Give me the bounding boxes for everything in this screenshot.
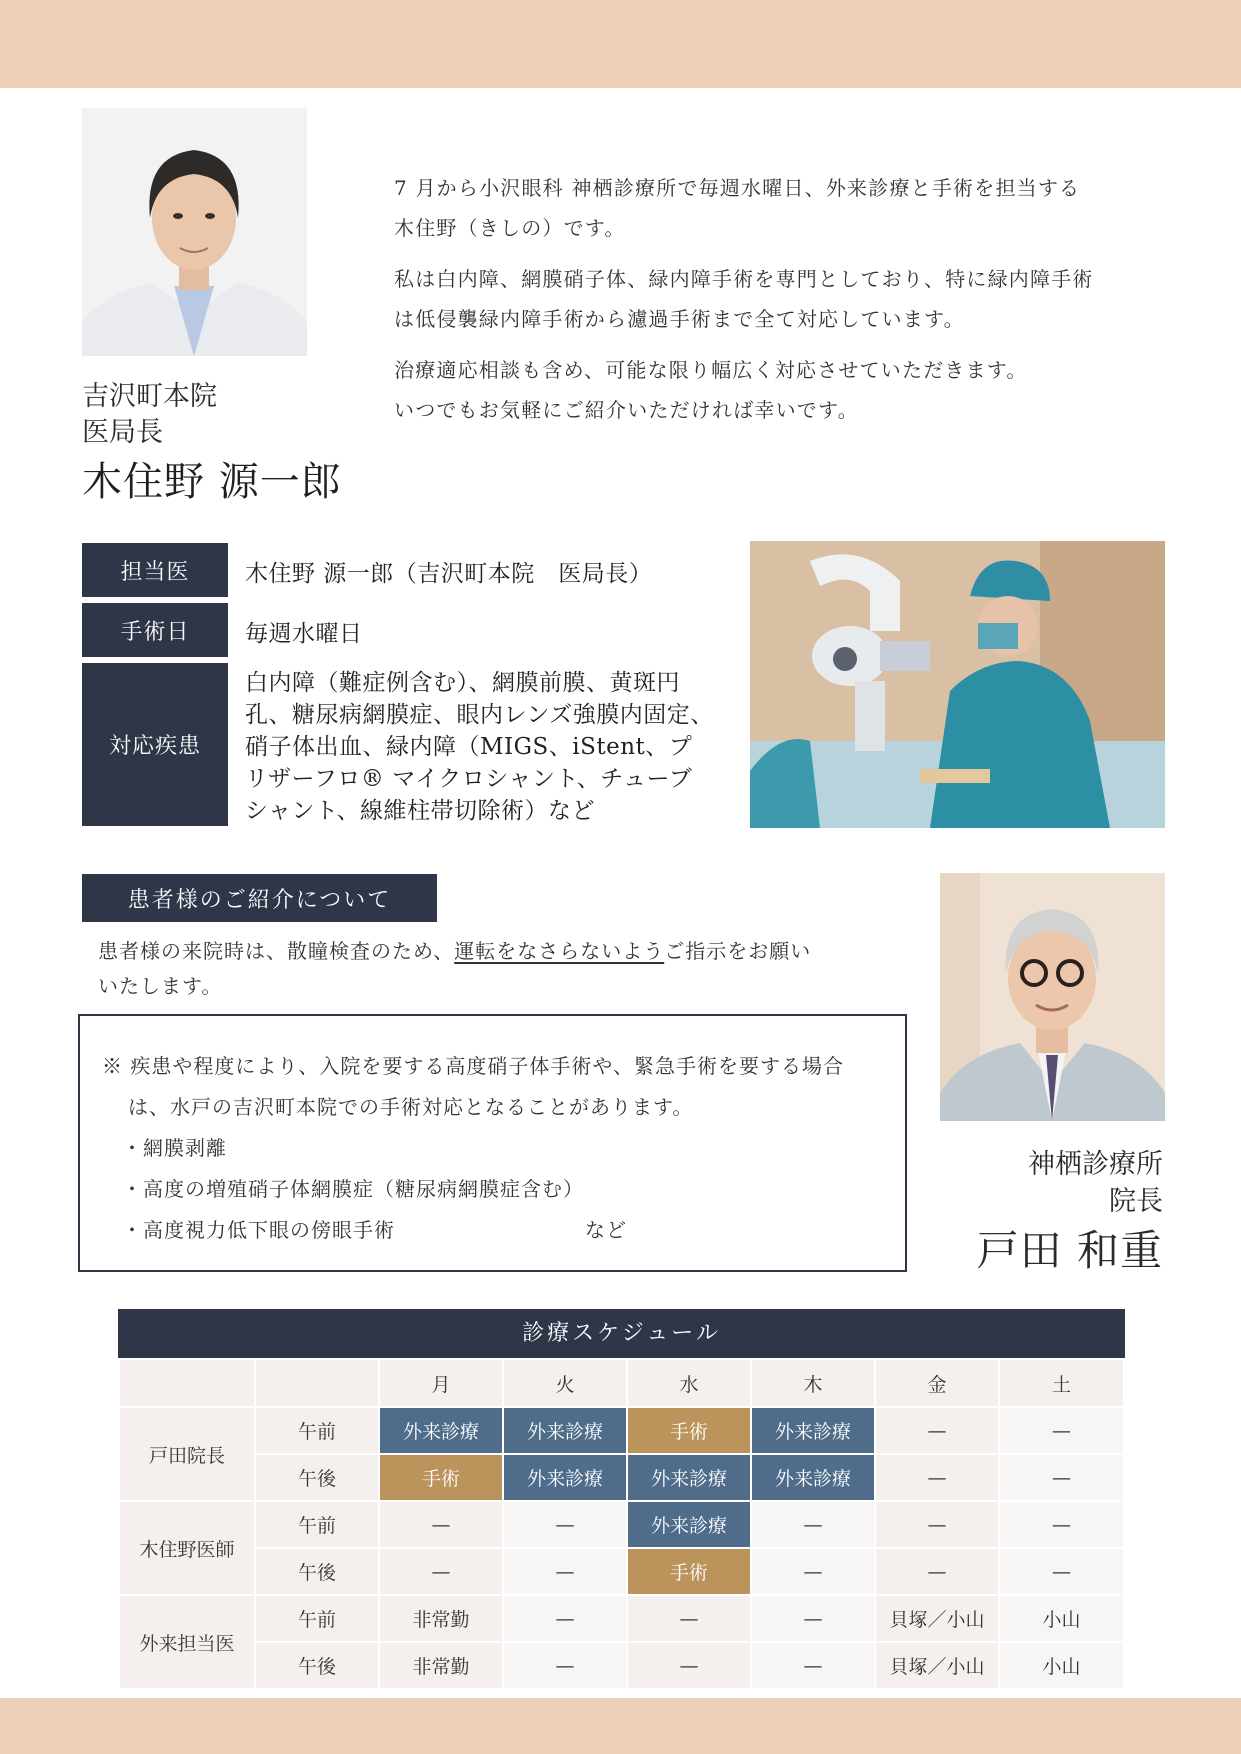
schedule-row [119, 1501, 1124, 1548]
schedule-cell: 手術 [627, 1548, 751, 1595]
schedule-cell: — [503, 1595, 627, 1642]
note-line: は、水戸の吉沢町本院での手術対応となることがあります。 [128, 1095, 694, 1119]
schedule-cell: 外来診療 [751, 1454, 875, 1501]
intro-paragraph: 7 月から小沢眼科 神栖診療所で毎週水曜日、外来診療と手術を担当する 木住野（きしの）です。 [394, 176, 1081, 240]
diseases-label: 対応疾患 [82, 663, 228, 826]
schedule-cell: — [627, 1642, 751, 1689]
note-etc: など [585, 1218, 627, 1242]
note-line: ※ 疾患や程度により、入院を要する高度硝子体手術や、緊急手術を要する場合 [102, 1054, 844, 1078]
schedule-cell: 非常勤 [379, 1642, 503, 1689]
schedule-row [119, 1407, 1124, 1454]
note-item: ・網膜剥離 [122, 1136, 227, 1160]
referral-text-part: いたします。 [98, 974, 223, 998]
schedule-cell: 非常勤 [379, 1595, 503, 1642]
schedule-doctor-name: 戸田院長 [119, 1407, 255, 1501]
doctor-label: 担当医 [82, 543, 228, 597]
schedule-title: 診療スケジュール [118, 1309, 1125, 1358]
day-header: 月 [379, 1359, 503, 1407]
schedule-cell: — [503, 1501, 627, 1548]
referral-heading: 患者様のご紹介について [82, 874, 437, 922]
schedule-cell: — [875, 1501, 999, 1548]
schedule-cell: — [751, 1595, 875, 1642]
day-header: 火 [503, 1359, 627, 1407]
schedule-cell: — [751, 1548, 875, 1595]
schedule-cell: 手術 [627, 1407, 751, 1454]
schedule-cell: 外来診療 [627, 1501, 751, 1548]
surgery-photo [750, 541, 1165, 828]
note-item-text: ・高度視力低下眼の傍眼手術 [122, 1218, 395, 1242]
schedule-cell: — [379, 1548, 503, 1595]
schedule-doctor-name: 木住野医師 [119, 1501, 255, 1595]
schedule-cell: 貝塚／小山 [875, 1642, 999, 1689]
schedule-cell: 貝塚／小山 [875, 1595, 999, 1642]
schedule-cell: — [751, 1642, 875, 1689]
schedule-cell: — [875, 1548, 999, 1595]
doctor2-portrait [940, 873, 1165, 1121]
schedule-cell: — [627, 1595, 751, 1642]
doctor1-role: 医局長 [82, 417, 163, 448]
day-header: 土 [999, 1359, 1124, 1407]
schedule-table [118, 1309, 1125, 1690]
schedule-cell: — [999, 1407, 1124, 1454]
top-band [0, 0, 1241, 88]
schedule-slot: 午前 [255, 1407, 379, 1454]
schedule-cell: — [875, 1407, 999, 1454]
schedule-slot: 午後 [255, 1548, 379, 1595]
referral-text-part: 患者様の来院時は、散瞳検査のため、 [98, 939, 455, 963]
schedule-row [119, 1642, 1124, 1689]
intro-paragraph: 治療適応相談も含め、可能な限り幅広く対応させていただきます。 いつでもお気軽にご紹介いただければ幸いです。 [394, 358, 1028, 422]
doctor1-clinic: 吉沢町本院 [82, 381, 217, 412]
doctor1-portrait [82, 108, 307, 356]
schedule-cell: 外来診療 [627, 1454, 751, 1501]
schedule-cell: — [999, 1548, 1124, 1595]
doctor2-name: 戸田 和重 [976, 1226, 1163, 1275]
schedule-row [119, 1595, 1124, 1642]
schedule-cell: 小山 [999, 1642, 1124, 1689]
doctor1-name: 木住野 源一郎 [82, 459, 342, 505]
schedule-row [119, 1548, 1124, 1595]
schedule-cell: 小山 [999, 1595, 1124, 1642]
schedule-slot: 午前 [255, 1595, 379, 1642]
schedule-slot: 午後 [255, 1642, 379, 1689]
schedule-corner [255, 1359, 379, 1407]
doctor-value: 木住野 源一郎（吉沢町本院 医局長） [245, 561, 653, 587]
schedule-cell: — [751, 1501, 875, 1548]
surgery-day-value: 毎週水曜日 [245, 621, 363, 647]
referral-text-part: ご指示をお願い [664, 939, 812, 963]
schedule-cell: — [875, 1454, 999, 1501]
day-header: 金 [875, 1359, 999, 1407]
schedule-slot: 午後 [255, 1454, 379, 1501]
schedule-cell: 外来診療 [503, 1407, 627, 1454]
doctor2-role: 院長 [1109, 1186, 1163, 1217]
referral-text [98, 934, 868, 1004]
schedule-cell: — [503, 1548, 627, 1595]
referral-underlined: 運転をなさらないよう [454, 939, 665, 963]
intro-paragraph: 私は白内障、網膜硝子体、緑内障手術を専門としており、特に緑内障手術 は低侵襲緑内障手術から濾過手術まで全て対応しています。 [394, 267, 1094, 331]
schedule-cell: 外来診療 [503, 1454, 627, 1501]
diseases-value: 白内障（難症例含む）、網膜前膜、黄斑円 孔、糖尿病網膜症、眼内レンズ強膜内固定、 硝子体出血、緑内障（MIGS、iStent、プ リザーフロ® マイクロシャント、チューブ シャント、線維柱帯切除術）など [245, 670, 714, 824]
note-item [102, 1210, 905, 1251]
note-item: ・高度の増殖硝子体網膜症（糖尿病網膜症含む） [122, 1177, 584, 1201]
schedule-doctor-name: 外来担当医 [119, 1595, 255, 1689]
day-header: 水 [627, 1359, 751, 1407]
surgery-day-label: 手術日 [82, 603, 228, 657]
schedule-cell: 手術 [379, 1454, 503, 1501]
schedule-corner [119, 1359, 255, 1407]
bottom-band [0, 1698, 1241, 1754]
schedule-slot: 午前 [255, 1501, 379, 1548]
schedule-cell: — [999, 1501, 1124, 1548]
schedule-cell: — [503, 1642, 627, 1689]
intro-text [394, 168, 1154, 441]
schedule-cell: 外来診療 [751, 1407, 875, 1454]
schedule-row [119, 1454, 1124, 1501]
schedule-cell: — [999, 1454, 1124, 1501]
schedule-cell: 外来診療 [379, 1407, 503, 1454]
doctor2-clinic: 神栖診療所 [1028, 1149, 1163, 1180]
schedule-header-row [119, 1359, 1124, 1407]
day-header: 木 [751, 1359, 875, 1407]
note-box [78, 1014, 907, 1272]
schedule-cell: — [379, 1501, 503, 1548]
